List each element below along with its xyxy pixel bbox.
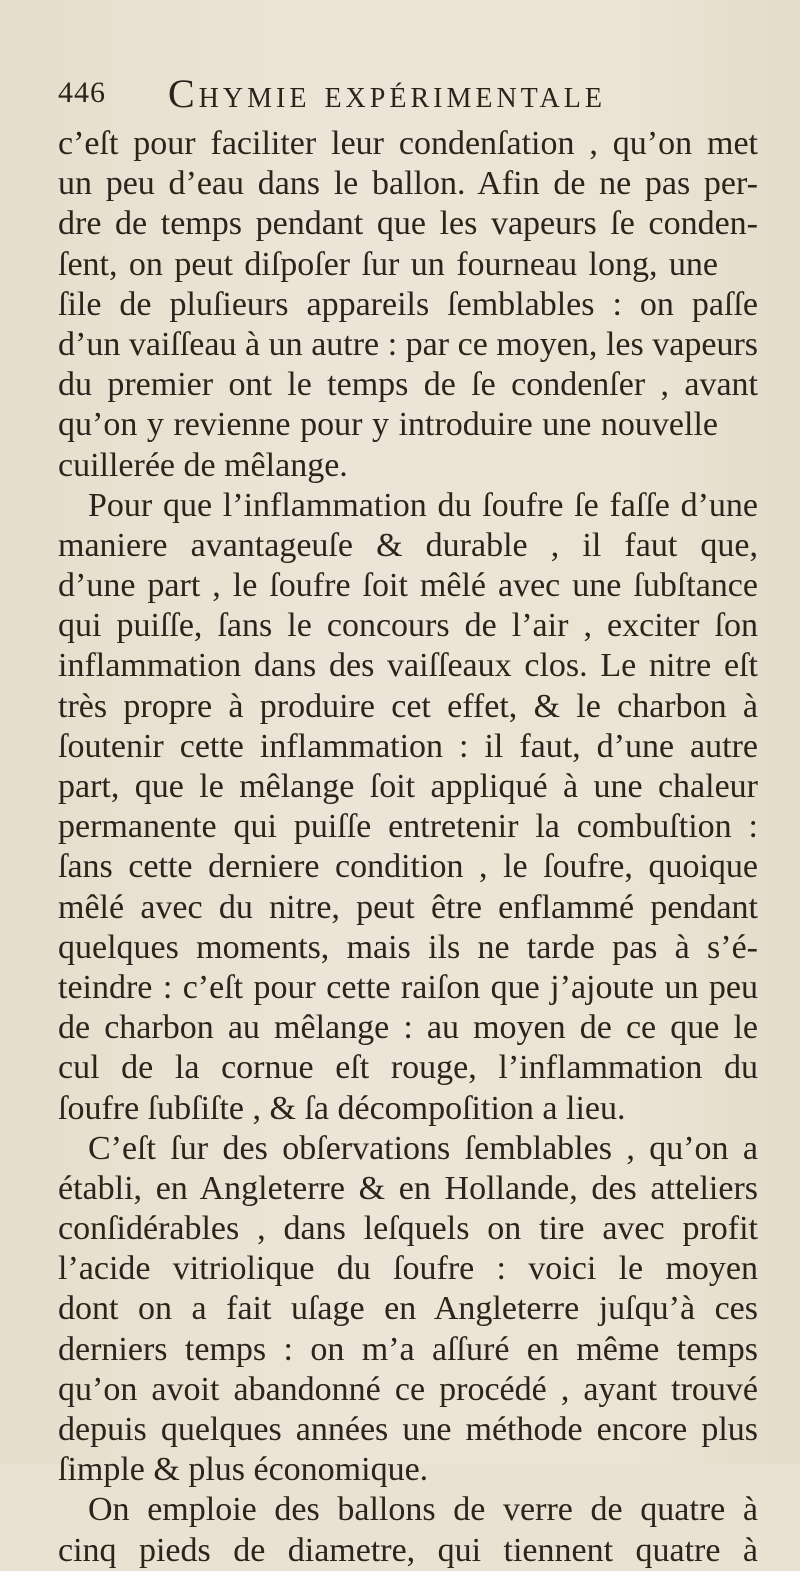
text-line: derniers temps : on m’a aſſuré en même temps [58, 1330, 758, 1368]
text-line: maniere avantageuſe & durable , il faut que, [58, 526, 758, 564]
body-text [58, 124, 758, 1571]
text-line: de charbon au mêlange : au moyen de ce que le [58, 1009, 758, 1047]
text-line: dont on a fait uſage en Angleterre juſqu’à ces [58, 1290, 758, 1328]
text-line: qu’on y revienne pour y introduire une nouvelle [58, 406, 718, 444]
text-line: conſidérables , dans leſquels on tire avec profit [58, 1210, 758, 1248]
paragraph-end-line: cuillerée de mêlange. [58, 446, 348, 484]
text-line: cinq pieds de diametre, qui tiennent quatre à [58, 1531, 758, 1569]
text-line: établi, en Angleterre & en Hollande, des atteliers [58, 1169, 758, 1207]
text-line: qui puiſſe, ſans le concours de l’air , exciter ſon [58, 607, 758, 645]
paragraph-start-line: On emploie des ballons de verre de quatre à [88, 1491, 758, 1529]
text-line: permanente qui puiſſe entretenir la combuſtion : [58, 808, 758, 846]
text-line: part, que le mêlange ſoit appliqué à une chaleur [58, 768, 758, 805]
text-line: quelques moments, mais ils ne tarde pas à s’é- [58, 928, 758, 966]
page-number: 446 [58, 76, 106, 109]
text-line: d’un vaiſſeau à un autre : par ce moyen, les vapeurs [58, 325, 758, 363]
paragraph-start-line: Pour que l’inflammation du ſoufre ſe faſſe d’une [88, 486, 758, 524]
text-line: teindre : c’eſt pour cette raiſon que j’ajoute un peu [58, 968, 758, 1006]
text-line: l’acide vitriolique du ſoufre : voici le moyen [58, 1250, 758, 1288]
text-line: un peu d’eau dans le ballon. Afin de ne pas per- [58, 165, 758, 203]
text-line: très propre à produire cet effet, & le charbon à [58, 687, 758, 725]
text-line: c’eſt pour faciliter leur condenſation , qu’on met [58, 125, 758, 162]
text-line: inflammation dans des vaiſſeaux clos. Le nitre eſt [58, 647, 758, 685]
text-line: qu’on avoit abandonné ce procédé , ayant trouvé [58, 1370, 758, 1408]
text-line: ſile de pluſieurs appareils ſemblables : on paſſe [58, 285, 758, 323]
paragraph-end-line: ſimple & plus économique. [58, 1451, 429, 1489]
text-line: ſent, on peut diſpoſer ſur un fourneau long, une [58, 245, 718, 283]
text-line: du premier ont le temps de ſe condenſer , avant [58, 366, 758, 404]
page-header [58, 70, 758, 118]
text-line: depuis quelques années une méthode encore plus [58, 1411, 758, 1448]
text-line: mêlé avec du nitre, peut être enflammé pendant [58, 888, 758, 926]
text-line: d’une part , le ſoufre ſoit mêlé avec une ſubſtance [58, 567, 758, 605]
text-line: ſans cette derniere condition , le ſoufre, quoique [58, 848, 758, 886]
running-title: Chymie expérimentale [168, 71, 606, 116]
text-line: cul de la cornue eſt rouge, l’inflammation du [58, 1049, 758, 1087]
text-line: ſoutenir cette inflammation : il faut, d’une autre [58, 727, 758, 765]
text-line: dre de temps pendant que les vapeurs ſe conden- [58, 205, 758, 243]
paragraph-end-line: ſoufre ſubſiſte , & ſa décompoſition a lieu. [58, 1089, 626, 1127]
paragraph-start-line: C’eſt ſur des obſervations ſemblables , qu’on a [88, 1129, 758, 1167]
